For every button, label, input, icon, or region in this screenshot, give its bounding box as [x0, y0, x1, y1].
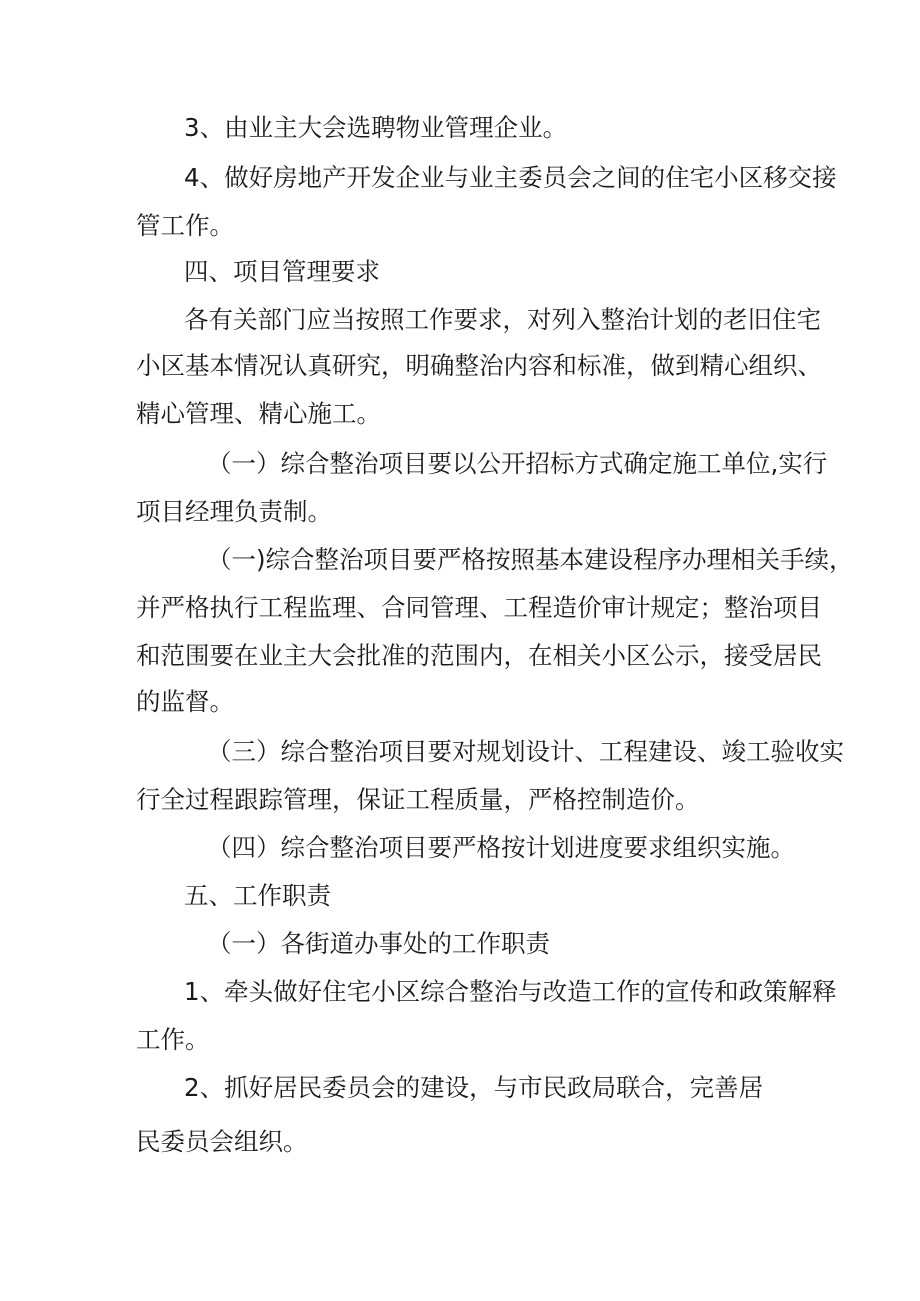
section-heading: 五、工作职责 [184, 881, 331, 910]
paragraph-line: 管工作。 [136, 211, 234, 240]
paragraph-line: 的监督。 [136, 687, 234, 716]
paragraph-line: 行全过程跟踪管理，保证工程质量，严格控制造价。 [136, 785, 700, 814]
paragraph-line: 和范围要在业主大会批准的范围内，在相关小区公示，接受居民 [136, 641, 822, 670]
paragraph-line: 民委员会组织。 [136, 1127, 308, 1156]
paragraph-line: 3、由业主大会选聘物业管理企业。 [184, 113, 568, 142]
paragraph-line: （四）综合整治项目要严格按计划进度要求组织实施。 [207, 833, 795, 862]
paragraph-line: 项目经理负责制。 [136, 497, 332, 526]
paragraph-line: 各有关部门应当按照工作要求，对列入整治计划的老旧住宅 [184, 305, 821, 334]
paragraph-line: 并严格执行工程监理、合同管理、工程造价审计规定；整治项目 [136, 593, 822, 622]
paragraph-line: 2、抓好居民委员会的建设，与市民政局联合，完善居 [184, 1073, 764, 1102]
paragraph-line: 工作。 [136, 1025, 210, 1054]
paragraph-line: （三）综合整治项目要对规划设计、工程建设、竣工验收实 [207, 737, 844, 766]
paragraph-line: 4、做好房地产开发企业与业主委员会之间的住宅小区移交接 [184, 163, 837, 192]
paragraph-line: 1、牵头做好住宅小区综合整治与改造工作的宣传和政策解释 [184, 977, 837, 1006]
paragraph-line: （一）综合整治项目要以公开招标方式确定施工单位,实行 [207, 449, 828, 478]
paragraph-line: 小区基本情况认真研究，明确整治内容和标准，做到精心组织、 [136, 351, 822, 380]
section-heading: 四、项目管理要求 [184, 257, 380, 286]
paragraph-line: （一)综合整治项目要严格按照基本建设程序办理相关手续， [207, 545, 854, 574]
paragraph-line: 精心管理、精心施工。 [136, 399, 381, 428]
subsection-heading: （一）各街道办事处的工作职责 [207, 929, 550, 958]
